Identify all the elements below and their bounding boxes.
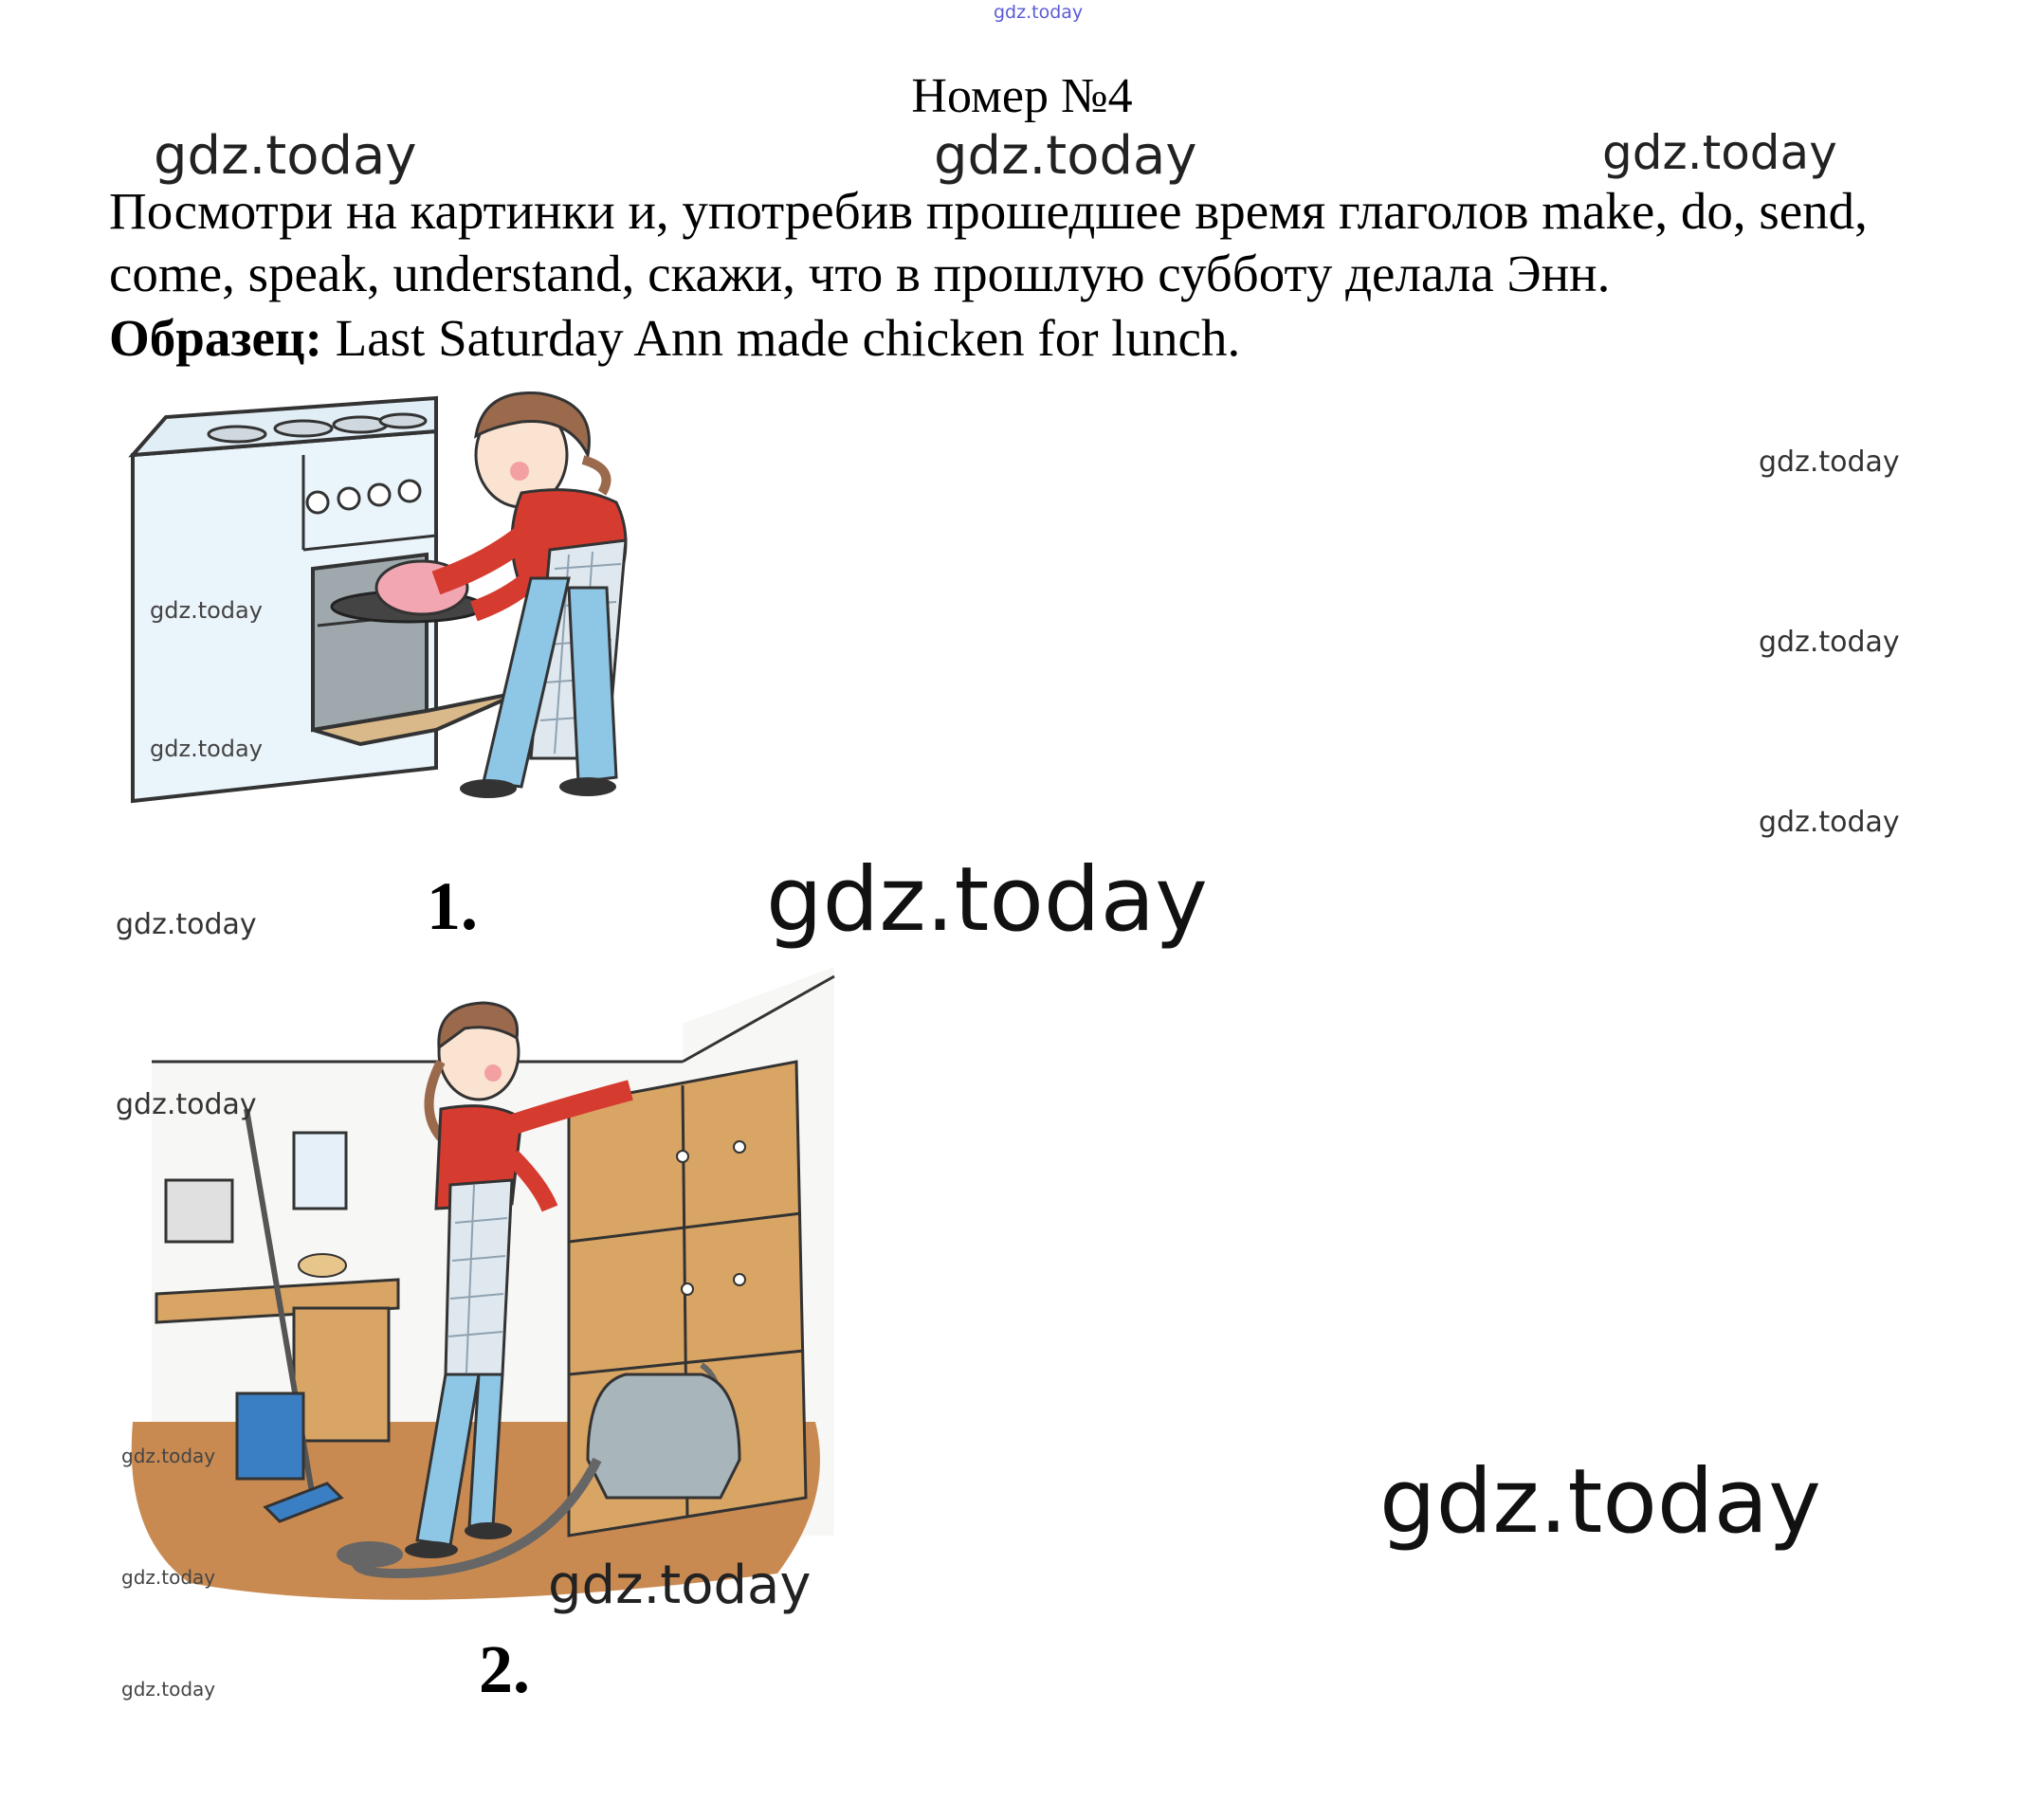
watermark: gdz.today [766,848,1208,952]
watermark: gdz.today [1759,446,1900,479]
watermark: gdz.today [121,1678,216,1701]
watermark: gdz.today [934,125,1197,187]
watermark: gdz.today [1379,1450,1821,1554]
sample-label: Образец: [109,309,322,367]
watermark: gdz.today [116,1088,257,1121]
sample-line [109,308,1240,368]
picture-number: 1. [427,868,478,944]
task-text: Посмотри на картинки и, употребив прошедшее время глаголов make, do, send, come, speak, understand, скажи, что в прошлую субботу делала Энн. [109,182,1868,302]
watermark: gdz.today [121,1445,216,1467]
watermark: gdz.today [150,736,263,762]
sample-text: Last Saturday Ann made chicken for lunch. [321,309,1241,367]
watermark: gdz.today [1759,806,1900,839]
watermark: gdz.today [150,597,263,624]
watermark: gdz.today [1602,125,1837,180]
page-title: Номер №4 [911,69,1133,123]
picture-number: 2. [479,1631,530,1707]
watermark: gdz.today [121,1566,216,1589]
watermark: gdz.today [1759,626,1900,659]
watermark: gdz.today [116,908,257,941]
woman-cleaning-cupboard-illustration [114,967,834,1611]
header-watermark: gdz.today [994,2,1084,23]
watermark: gdz.today [548,1555,812,1616]
watermark: gdz.today [154,125,417,187]
